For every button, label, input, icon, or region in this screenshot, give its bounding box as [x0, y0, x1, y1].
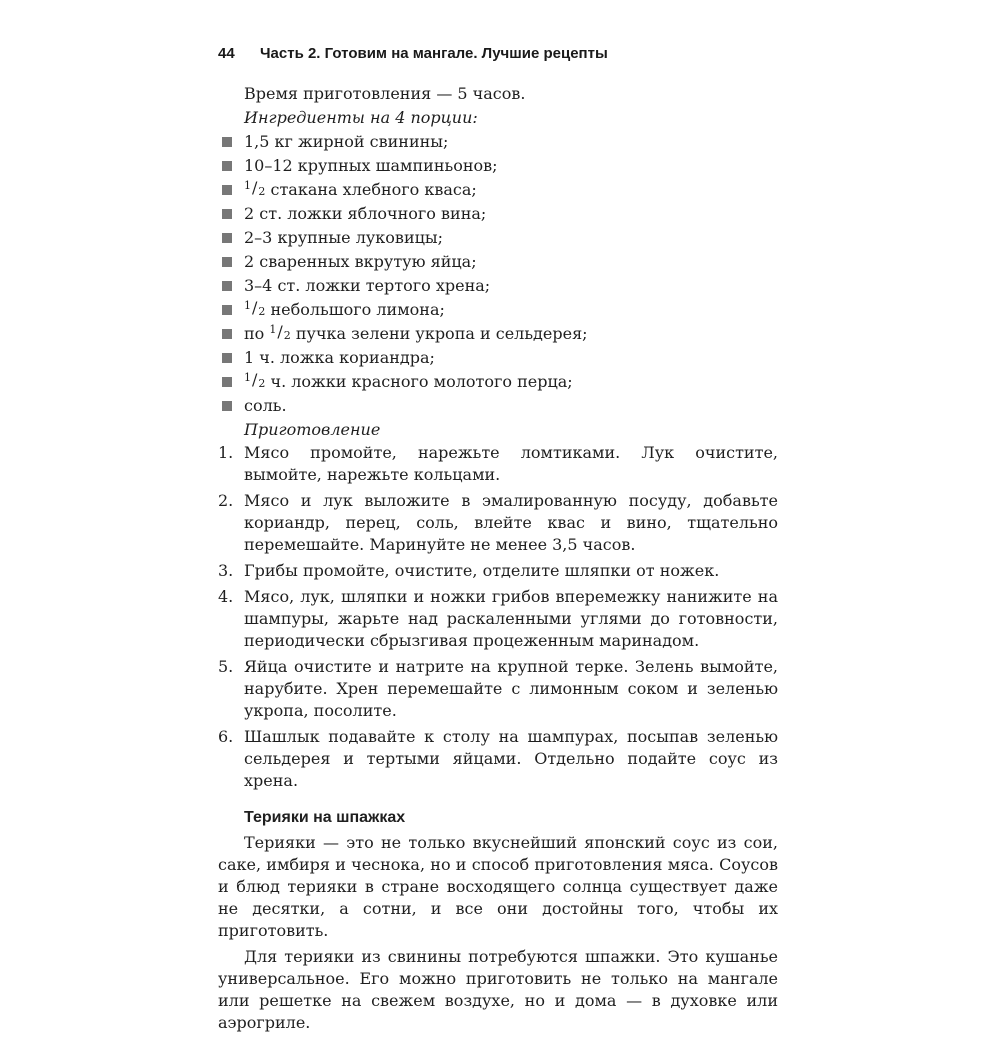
step-text: Мясо, лук, шляпки и ножки грибов вперемежку нанижите на шампуры, жарьте над раскаленными углями до готовности, периодически сбрызгивая процеженным маринадом. — [244, 587, 778, 650]
list-item: 3–4 ст. ложки тертого хрена; — [218, 274, 778, 298]
step-number: 4. — [218, 587, 234, 606]
square-bullet-icon — [222, 377, 232, 387]
ingredients-list — [218, 130, 778, 418]
list-item: 1/2 ч. ложки красного молотого перца; — [218, 370, 778, 394]
fraction: 1/2 — [269, 322, 291, 342]
ingredients-heading: Ингредиенты на 4 порции: — [244, 108, 478, 127]
page-number: 44 — [218, 45, 235, 62]
square-bullet-icon — [222, 353, 232, 363]
square-bullet-icon — [222, 257, 232, 267]
square-bullet-icon — [222, 305, 232, 315]
fraction: 1/2 — [244, 298, 266, 318]
list-item: соль. — [218, 394, 778, 418]
step-item — [218, 490, 778, 556]
step-item — [218, 442, 778, 486]
step-text: Яйца очистите и натрите на крупной терке. Зелень вымойте, нарубите. Хрен перемешайте с лимонным соком и зеленью укропа, посолите. — [244, 657, 778, 720]
square-bullet-icon — [222, 161, 232, 171]
list-item: 1/2 стакана хлебного кваса; — [218, 178, 778, 202]
step-text: Шашлык подавайте к столу на шампурах, посыпав зеленью сельдерея и тертыми яйцами. Отдельно подайте соус из хрена. — [244, 727, 778, 790]
prep-time: Время приготовления — 5 часов. — [244, 84, 526, 103]
list-item: по 1/2 пучка зелени укропа и сельдерея; — [218, 322, 778, 346]
step-number: 1. — [218, 443, 234, 462]
list-item: 1,5 кг жирной свинины; — [218, 130, 778, 154]
body-paragraph: Терияки — это не только вкуснейший японский соус из сои, саке, имбиря и чеснока, но и способ приготовления мяса. Соусов и блюд терияки в стране восходящего солнца существует даже не десятки, а сотни, и все они достойны того, чтобы их приготовить. — [218, 833, 778, 940]
square-bullet-icon — [222, 401, 232, 411]
chapter-title: Часть 2. Готовим на мангале. Лучшие рецепты — [260, 45, 608, 62]
square-bullet-icon — [222, 329, 232, 339]
step-number: 6. — [218, 727, 234, 746]
list-item: 2 сваренных вкрутую яйца; — [218, 250, 778, 274]
square-bullet-icon — [222, 209, 232, 219]
list-item: 10–12 крупных шампиньонов; — [218, 154, 778, 178]
body-paragraph: Для терияки из свинины потребуются шпажки. Это кушанье универсальное. Его можно приготовить не только на мангале или решетке на свежем воздухе, но и дома — в духовке или аэрогриле. — [218, 947, 778, 1032]
step-item — [218, 726, 778, 792]
step-number: 5. — [218, 657, 234, 676]
list-item: 2–3 крупные луковицы; — [218, 226, 778, 250]
step-number: 2. — [218, 491, 234, 510]
step-text: Грибы промойте, очистите, отделите шляпки от ножек. — [244, 561, 720, 580]
step-text: Мясо промойте, нарежьте ломтиками. Лук очистите, вымойте, нарежьте кольцами. — [244, 443, 778, 484]
square-bullet-icon — [222, 185, 232, 195]
step-number: 3. — [218, 561, 234, 580]
running-header — [218, 44, 778, 64]
book-page — [218, 44, 778, 1038]
fraction: 1/2 — [244, 178, 266, 198]
preparation-heading: Приготовление — [244, 420, 381, 439]
preparation-steps — [218, 442, 778, 792]
step-item — [218, 656, 778, 722]
square-bullet-icon — [222, 281, 232, 291]
section-title: Терияки на шпажках — [244, 809, 406, 826]
step-item — [218, 560, 778, 582]
list-item: 1 ч. ложка кориандра; — [218, 346, 778, 370]
list-item: 1/2 небольшого лимона; — [218, 298, 778, 322]
square-bullet-icon — [222, 233, 232, 243]
list-item: 2 ст. ложки яблочного вина; — [218, 202, 778, 226]
step-text: Мясо и лук выложите в эмалированную посуду, добавьте кориандр, перец, соль, влейте квас и вино, тщательно перемешайте. Маринуйте не менее 3,5 часов. — [244, 491, 778, 554]
step-item — [218, 586, 778, 652]
square-bullet-icon — [222, 137, 232, 147]
fraction: 1/2 — [244, 370, 266, 390]
